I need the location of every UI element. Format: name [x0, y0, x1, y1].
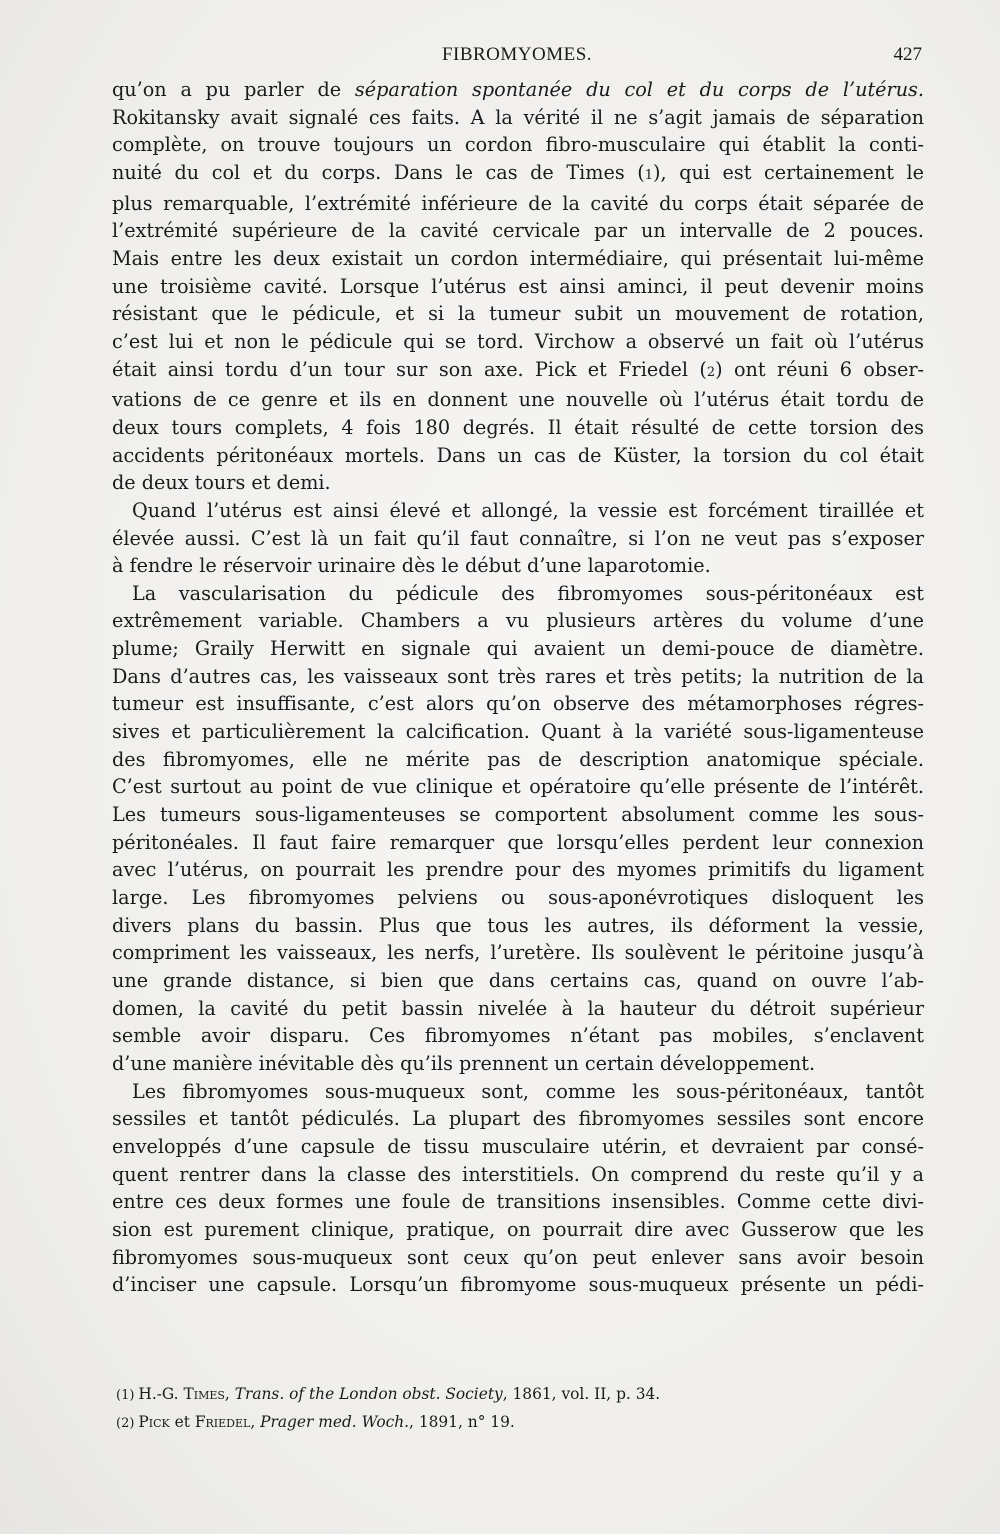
author-name: Friedel — [194, 1413, 251, 1431]
text-run: nuité du col et du corps. Dans le cas de Times ( — [112, 160, 645, 184]
text-run: , 1861, vol. II, p. 34. — [502, 1385, 661, 1403]
text-run: complète, on trouve toujours un cordon fibro-musculaire qui établit la conti- — [112, 133, 924, 157]
text-run: C’est surtout au point de vue clinique et opératoire qu’elle présente de l’intérêt. — [112, 775, 924, 799]
text-line — [112, 356, 924, 387]
text-run: c’est lui et non le pédicule qui se tord. Virchow a observé un fait où l’utérus — [112, 329, 924, 353]
text-line — [112, 414, 924, 442]
text-run: large. Les fibromyomes pelviens ou sous-aponévrotiques disloquent les — [112, 886, 924, 910]
text-run: sion est purement clinique, pratique, on pourrait dire avec Gusserow que les — [112, 1217, 924, 1241]
text-line — [112, 1105, 924, 1133]
text-run: , — [250, 1413, 261, 1431]
text-run: une troisième cavité. Lorsque l’utérus est ainsi aminci, il peut devenir moins — [112, 274, 924, 298]
text-run: , 1891, n° 19. — [409, 1413, 515, 1431]
text-run: enveloppés d’une capsule de tissu musculaire utérin, et devraient par consé- — [112, 1134, 924, 1158]
text-line — [112, 328, 924, 356]
text-run: , — [224, 1385, 235, 1403]
text-line — [112, 856, 924, 884]
text-line — [112, 245, 924, 273]
text-run: plume; Graily Herwitt en signale qui avaient un demi-pouce de diamètre. — [112, 637, 924, 661]
text-line — [112, 1133, 924, 1161]
body-text — [112, 76, 924, 1299]
text-run: quent rentrer dans la classe des interstitiels. On comprend du reste qu’il y a — [112, 1162, 924, 1186]
text-line — [112, 159, 924, 190]
author-name: Pick — [138, 1413, 170, 1431]
text-line — [112, 746, 924, 774]
text-run: de deux tours et demi. — [112, 471, 331, 495]
text-line — [112, 217, 924, 245]
text-run: d’inciser une capsule. Lorsqu’un fibromyome sous-muqueux présente un pédi- — [112, 1273, 924, 1297]
text-line — [112, 552, 924, 580]
running-header — [112, 42, 922, 72]
text-line — [112, 1244, 924, 1272]
text-run: élevée aussi. C’est là un fait qu’il faut connaître, si l’on ne veut pas s’exposer — [112, 526, 924, 550]
text-run: et — [169, 1413, 195, 1431]
text-run: avec l’utérus, on pourrait les prendre pour des myomes primitifs du ligament — [112, 858, 924, 882]
text-run: Dans d’autres cas, les vaisseaux sont très rares et très petits; la nutrition de la — [112, 664, 924, 688]
text-run: vations de ce genre et ils en donnent une nouvelle où l’utérus était tordu de — [112, 388, 924, 412]
text-line — [112, 967, 924, 995]
italic-text: Trans. of the London obst. Society — [234, 1385, 503, 1403]
text-run: fibromyomes sous-muqueux sont ceux qu’on peut enlever sans avoir besoin — [112, 1245, 924, 1269]
text-line — [112, 884, 924, 912]
text-run: La vascularisation du pédicule des fibromyomes sous-péritonéaux est — [132, 581, 924, 605]
text-line — [112, 829, 924, 857]
italic-text: Prager med. Woch. — [260, 1413, 410, 1431]
italic-text: séparation spontanée du col et du corps de l’utérus. — [354, 78, 925, 101]
text-line — [112, 273, 924, 301]
footnote-reference: 2 — [706, 364, 716, 380]
text-run: semble avoir disparu. Ces fibromyomes n’étant pas mobiles, s’enclavent — [112, 1024, 924, 1048]
text-run: ) ont réuni 6 obser- — [715, 357, 924, 381]
text-line — [112, 663, 924, 691]
text-run: compriment les vaisseaux, les nerfs, l’uretère. Ils soulèvent le péritoine jusqu’à — [112, 941, 924, 965]
text-run: était ainsi tordu d’un tour sur son axe. Pick et Friedel ( — [112, 357, 707, 381]
text-run: Quand l’utérus est ainsi élevé et allongé, la vessie est forcément tiraillée et — [132, 498, 924, 522]
text-line — [112, 300, 924, 328]
text-run: plus remarquable, l’extrémité inférieure de la cavité du corps était séparée de — [112, 191, 924, 215]
text-line — [112, 718, 924, 746]
footnote-marker: (2) — [116, 1416, 135, 1431]
text-run: extrêmement variable. Chambers a vu plusieurs artères du volume d’une — [112, 609, 924, 633]
footnotes — [116, 1381, 916, 1437]
text-run: péritonéales. Il faut faire remarquer que lorsqu’elles perdent leur connexion — [112, 830, 924, 854]
text-line — [112, 104, 924, 132]
text-run: sessiles et tantôt pédiculés. La plupart des fibromyomes sessiles sont encore — [112, 1107, 924, 1131]
text-run: Mais entre les deux existait un cordon intermédiaire, qui présentait lui-même — [112, 246, 924, 270]
text-run: qu’on a pu parler de — [112, 78, 355, 101]
author-name: Times — [183, 1385, 225, 1403]
footnote — [116, 1381, 916, 1409]
text-line — [112, 939, 924, 967]
text-line — [112, 1271, 924, 1299]
text-run: Les fibromyomes sous-muqueux sont, comme les sous-péritonéaux, tantôt — [132, 1079, 924, 1103]
text-run: ), qui est certainement le — [653, 160, 924, 184]
text-line — [112, 1188, 924, 1216]
text-line — [112, 1050, 924, 1078]
text-line — [112, 1216, 924, 1244]
text-run: des fibromyomes, elle ne mérite pas de description anatomique spéciale. — [112, 747, 924, 771]
text-run: tumeur est insuffisante, c’est alors qu’on observe des métamorphoses régres- — [112, 692, 924, 716]
text-line — [112, 131, 924, 159]
text-run: l’extrémité supérieure de la cavité cervicale par un intervalle de 2 pouces. — [112, 219, 924, 243]
text-line — [112, 635, 924, 663]
text-line — [112, 1161, 924, 1189]
text-run: d’une manière inévitable dès qu’ils prennent un certain développement. — [112, 1051, 816, 1075]
text-line — [112, 469, 924, 497]
text-run: une grande distance, si bien que dans certains cas, quand on ouvre l’ab- — [112, 969, 924, 992]
text-line — [112, 1078, 924, 1106]
text-run: résistant que le pédicule, et si la tumeur subit un mouvement de rotation, — [112, 302, 924, 326]
text-line — [112, 442, 924, 470]
text-line — [112, 76, 924, 104]
text-run: à fendre le réservoir urinaire dès le début d’une laparotomie. — [112, 554, 711, 578]
page-number: 427 — [893, 44, 922, 65]
text-line — [112, 1022, 924, 1050]
text-run: divers plans du bassin. Plus que tous les autres, ils déforment la vessie, — [112, 913, 924, 937]
text-run: entre ces deux formes une foule de transitions insensibles. Comme cette divi- — [112, 1190, 924, 1214]
text-line — [112, 190, 924, 218]
text-run: H.-G. — [138, 1385, 184, 1403]
text-line — [112, 995, 924, 1023]
text-line — [112, 525, 924, 553]
text-run: Rokitansky avait signalé ces faits. A la vérité il ne s’agit jamais de séparation — [112, 105, 924, 129]
text-line — [112, 912, 924, 940]
text-line — [112, 497, 924, 525]
text-run: accidents péritonéaux mortels. Dans un cas de Küster, la torsion du col était — [112, 443, 924, 467]
footnote-marker: (1) — [116, 1388, 135, 1403]
text-run: sives et particulièrement la calcification. Quant à la variété sous-ligamenteuse — [112, 720, 924, 744]
footnote — [116, 1409, 916, 1437]
running-title: FIBROMYOMES. — [441, 44, 593, 65]
text-line — [112, 773, 924, 801]
text-line — [112, 690, 924, 718]
footnote-reference: 1 — [644, 167, 654, 183]
text-line — [112, 386, 924, 414]
text-run: deux tours complets, 4 fois 180 degrés. Il était résulté de cette torsion des — [112, 415, 924, 439]
text-run: domen, la cavité du petit bassin nivelée à la hauteur du détroit supérieur — [112, 996, 924, 1020]
text-line — [112, 801, 924, 829]
text-run: Les tumeurs sous-ligamenteuses se comportent absolument comme les sous- — [112, 803, 924, 827]
text-line — [112, 607, 924, 635]
text-line — [112, 580, 924, 608]
